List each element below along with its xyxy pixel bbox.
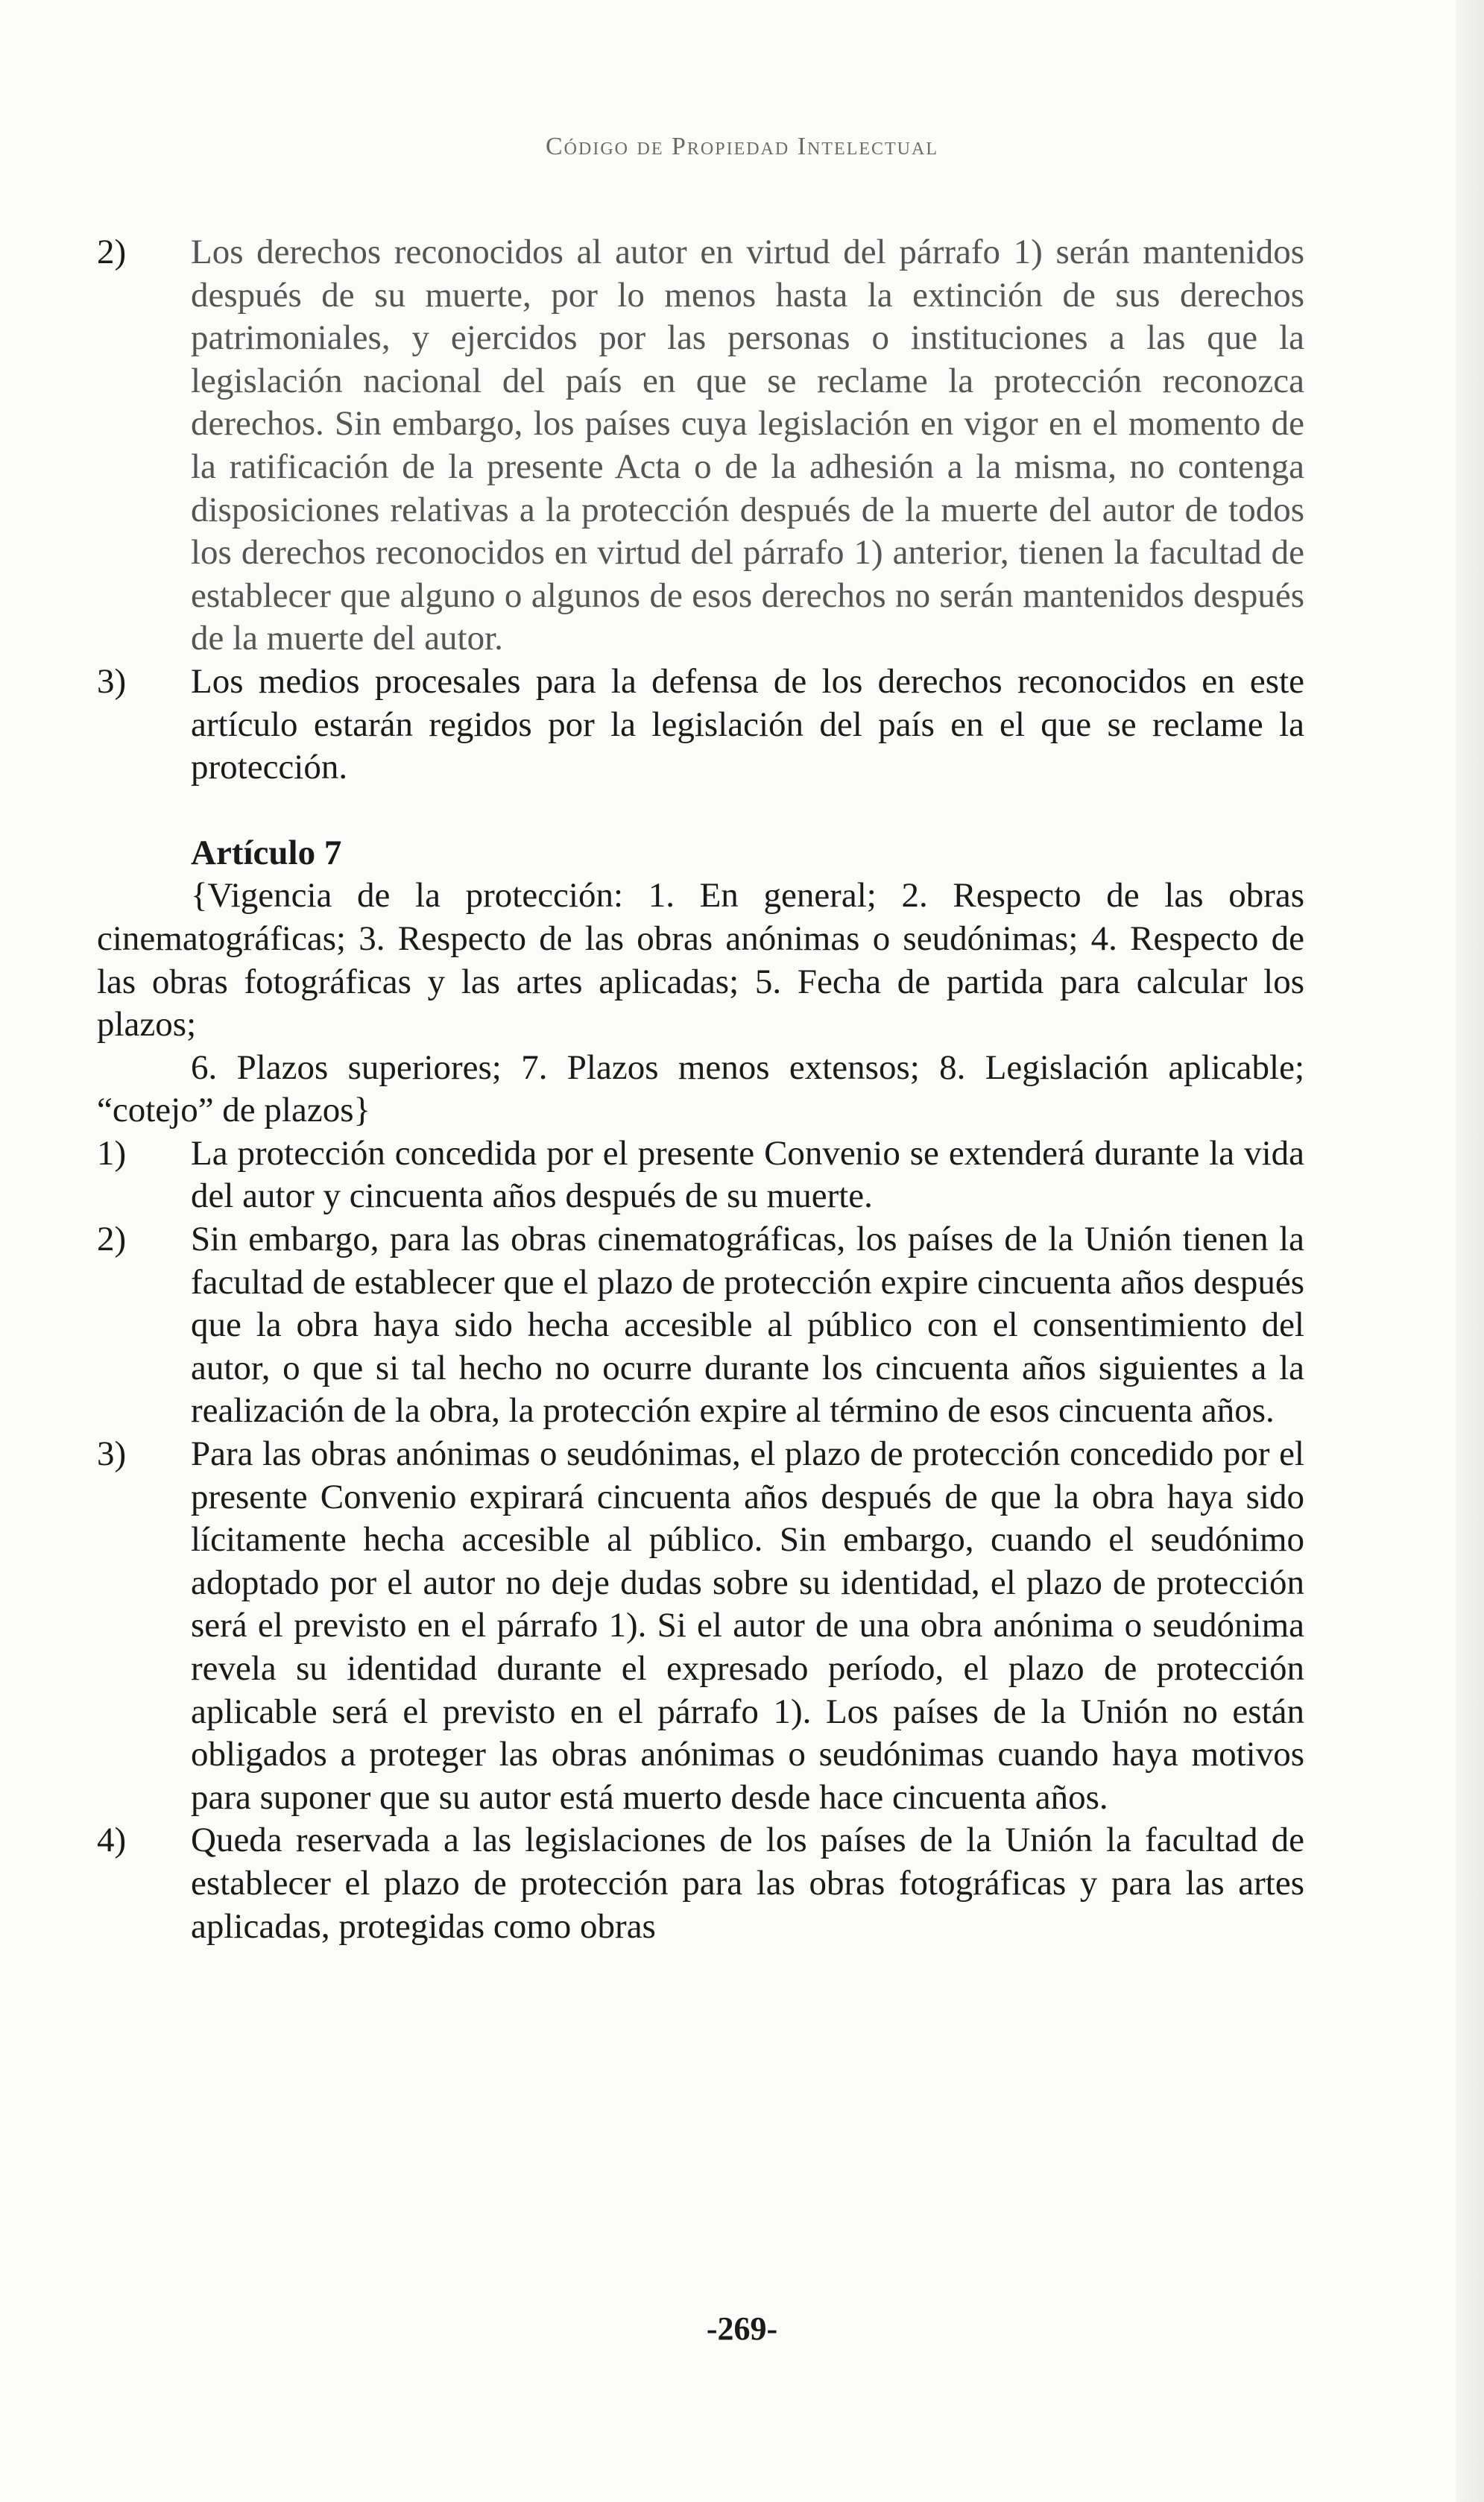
paragraph-number: 2) xyxy=(97,233,127,271)
paragraph-item xyxy=(97,231,1304,661)
paragraph-item xyxy=(97,1132,1304,1218)
article-summary: {Vigencia de la protección: 1. En general; 2. Respecto de las obras cinematográficas; 3. Respecto de las obras anónimas o seudónimas; 4. Respecto de las obras fotográficas y las artes aplicadas; 5. Fecha de partida para calcular los plazos; xyxy=(97,876,1304,1044)
paragraph-text: Queda reservada a las legislaciones de los países de la Unión la facultad de establecer el plazo de protección para las obras fotográficas y para las artes aplicadas, protegidas como obras xyxy=(191,1821,1304,1946)
page-body xyxy=(97,231,1304,1948)
page-number: -269- xyxy=(706,2310,778,2347)
paragraph-item xyxy=(97,1433,1304,1819)
article-summary-continued: 6. Plazos superiores; 7. Plazos menos extensos; 8. Legislación aplicable; “cotejo” de plazos} xyxy=(97,1047,1304,1130)
page-edge xyxy=(1456,0,1484,2502)
running-header: Código de Propiedad Intelectual xyxy=(545,133,939,160)
paragraph-number: 3) xyxy=(97,1434,127,1474)
paragraph-item xyxy=(97,1819,1304,1948)
paragraph-item xyxy=(97,661,1304,790)
paragraph-item xyxy=(97,1218,1304,1433)
paragraph-text: Para las obras anónimas o seudónimas, el plazo de protección concedido por el presente Convenio expirará cincuenta años después de que la obra haya sido lícitamente hecha accesible al público. Sin embargo, cuando el seudónimo adoptado por el autor no deje dudas sobre su identidad, el plazo de protección será el previsto en el párrafo 1). Si el autor de una obra anónima o seudónima revela su identidad durante el expresado período, el plazo de protección aplicable será el previsto en el párrafo 1). Los países de la Unión no están obligados a proteger las obras anónimas o seudónimas cuando haya motivos para suponer que su autor está muerto desde hace cincuenta años. xyxy=(191,1434,1304,1817)
paragraph-text: Los medios procesales para la defensa de los derechos reconocidos en este artículo estarán regidos por la legislación del país en el que se reclame la protección. xyxy=(191,661,1304,787)
paragraph-number: 3) xyxy=(97,661,127,701)
paragraph-text: La protección concedida por el presente Convenio se extenderá durante la vida del autor y cincuenta años después de su muerte. xyxy=(191,1133,1304,1216)
paragraph-text: Sin embargo, para las obras cinematográficas, los países de la Unión tienen la facultad de establecer que el plazo de protección expire cincuenta años después que la obra haya sido hecha accesible al público con el consentimiento del autor, o que si tal hecho no ocurre durante los cincuenta años siguientes a la realización de la obra, la protección expire al término de esos cincuenta años. xyxy=(191,1220,1304,1431)
paragraph-number: 4) xyxy=(97,1821,127,1860)
paragraph-number: 1) xyxy=(97,1133,127,1173)
paragraph-text: Los derechos reconocidos al autor en virtud del párrafo 1) serán mantenidos después de su muerte, por lo menos hasta la extinción de sus derechos patrimoniales, y ejercidos por las personas o instituciones a las que la legislación nacional del país en que se reclame la protección reconozca derechos. Sin embargo, los países cuya legislación en vigor en el momento de la ratificación de la presente Acta o de la adhesión a la misma, no contenga disposiciones relativas a la protección después de la muerte del autor de todos los derechos reconocidos en virtud del párrafo 1) anterior, tienen la facultad de establecer que alguno o algunos de esos derechos no serán mantenidos después de la muerte del autor. xyxy=(191,233,1304,658)
article-heading: Artículo 7 xyxy=(191,833,342,872)
paragraph-number: 2) xyxy=(97,1220,127,1259)
